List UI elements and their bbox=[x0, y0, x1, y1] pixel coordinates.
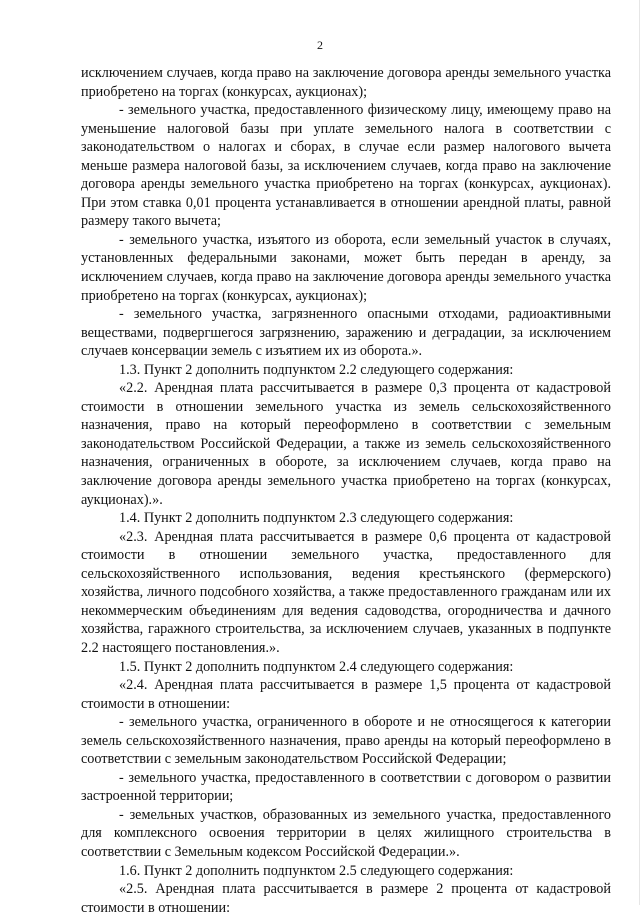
paragraph: 1.6. Пункт 2 дополнить подпунктом 2.5 следующего содержания: bbox=[119, 862, 514, 879]
paragraph: исключением случаев, когда право на заключение договора аренды земельного участка приобретено на торгах (конкурсах, аукционах); bbox=[81, 65, 611, 100]
paragraph: - земельного участка, ограниченного в обороте и не относящегося к категории земель сельскохозяйственного назначения, право аренды на который переоформлено в соответствии с земельным законодательством Российской Федерации; bbox=[81, 714, 611, 768]
paragraph: - земельного участка, загрязненного опасными отходами, радиоактивными веществами, подвергшегося загрязнению, заражению и деградации, за исключением случаев консервации земель с изъятием их из оборота.». bbox=[81, 306, 611, 360]
document-body bbox=[81, 64, 611, 917]
page-number: 2 bbox=[317, 38, 323, 52]
paragraph: 1.3. Пункт 2 дополнить подпунктом 2.2 следующего содержания: bbox=[119, 361, 514, 378]
paragraph: «2.4. Арендная плата рассчитывается в размере 1,5 процента от кадастровой стоимости в отношении: bbox=[81, 677, 611, 712]
paragraph: 1.4. Пункт 2 дополнить подпунктом 2.3 следующего содержания: bbox=[119, 510, 514, 527]
paragraph: «2.5. Арендная плата рассчитывается в размере 2 процента от кадастровой стоимости в отношении: bbox=[81, 881, 611, 916]
paragraph: - земельных участков, образованных из земельного участка, предоставленного для комплексного освоения территории в целях жилищного строительства в соответствии с Земельным кодексом Российской Федерации.». bbox=[81, 806, 611, 860]
paragraph: «2.2. Арендная плата рассчитывается в размере 0,3 процента от кадастровой стоимости в отношении земельного участка из земель сельскохозяйственного назначения, право на который переоформлено в соответствии с земельным законодательством Российской Федерации, а также из земель сельскохозяйственного назначения, ограниченных в обороте, за исключением случаев, когда право на заключение договора аренды земельного участка приобретено на торгах (конкурсах, аукционах).». bbox=[81, 380, 611, 508]
paragraph: - земельного участка, изъятого из оборота, если земельный участок в случаях, установленных федеральными законами, может быть передан в аренду, за исключением случаев, когда право на заключение договора аренды земельного участка приобретено на торгах (конкурсах, аукционах); bbox=[81, 231, 611, 304]
paragraph: - земельного участка, предоставленного физическому лицу, имеющему право на уменьшение налоговой базы при уплате земельного налога в соответствии с законодательством о налогах и сборах, в случае если размер налогового вычета меньше размера налоговой базы, за исключением случаев, когда право на заключение договора аренды земельного участка приобретено на торгах (конкурсах, аукционах). При этом ставка 0,01 процента устанавливается в отношении арендной платы, равной размеру такого вычета; bbox=[81, 102, 611, 230]
paragraph: 1.5. Пункт 2 дополнить подпунктом 2.4 следующего содержания: bbox=[119, 658, 514, 675]
paragraph: «2.3. Арендная плата рассчитывается в размере 0,6 процента от кадастровой стоимости в отношении земельного участка, предоставленного для сельскохозяйственного использования, ведения крестьянского (фермерского) хозяйства, личного подсобного хозяйства, а также предоставленного гражданам или их некоммерческим объединениям для ведения садоводства, огородничества и дачного хозяйства, гаражного строительства, за исключением случаев, указанных в подпункте 2.2 настоящего постановления.». bbox=[81, 528, 611, 656]
paragraph: - земельного участка, предоставленного в соответствии с договором о развитии застроенной территории; bbox=[81, 769, 611, 805]
